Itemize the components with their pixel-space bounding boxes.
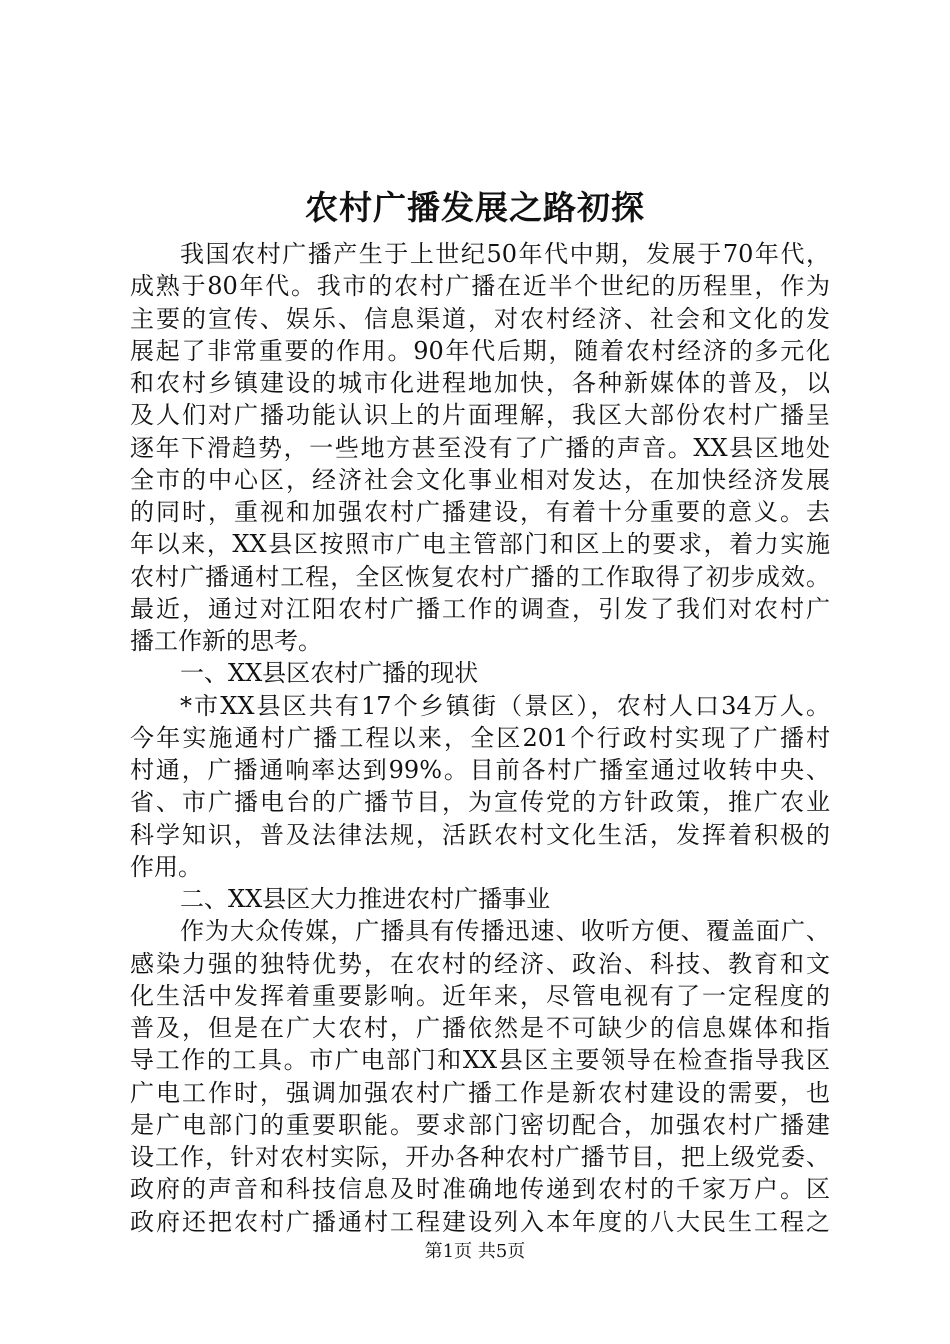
text-line: *市XX县区共有17个乡镇街（景区），农村人口34万人。 [180,691,830,720]
text-line: 科学知识，普及法律法规，活跃农村文化生活，发挥着积极的 [130,820,830,849]
text-line: 广电工作时，强调加强农村广播工作是新农村建设的需要，也 [130,1078,830,1107]
text-line: 普及，但是在广大农村，广播依然是不可缺少的信息媒体和指 [130,1014,830,1042]
page-number: 第1页 共5页 [424,1241,526,1262]
text-line: 农村广播通村工程，全区恢复农村广播的工作取得了初步成效。 [130,562,830,591]
section-heading: 二、XX县区大力推进农村广播事业 [180,885,551,913]
text-line: 感染力强的独特优势，在农村的经济、政治、科技、教育和文 [130,949,830,978]
text-line: 逐年下滑趋势，一些地方甚至没有了广播的声音。XX县区地处 [130,433,830,462]
text-line: 最近，通过对江阳农村广播工作的调查，引发了我们对农村广 [130,594,830,623]
text-line: 播工作新的思考。 [130,627,322,655]
text-line: 政府的声音和科技信息及时准确地传递到农村的千家万户。区 [130,1175,830,1204]
text-line: 展起了非常重要的作用。90年代后期，随着农村经济的多元化 [130,336,830,365]
text-line: 主要的宣传、娱乐、信息渠道，对农村经济、社会和文化的发 [130,304,830,333]
document-body [130,238,830,1238]
text-line: 和农村乡镇建设的城市化进程地加快，各种新媒体的普及，以 [130,369,830,397]
text-line: 导工作的工具。市广电部门和XX县区主要领导在检查指导我区 [130,1046,830,1075]
text-line: 我国农村广播产生于上世纪50年代中期，发展于70年代， [180,240,830,268]
text-line: 是广电部门的重要职能。要求部门密切配合，加强农村广播建 [130,1110,830,1139]
text-line: 今年实施通村广播工程以来，全区201个行政村实现了广播村 [130,723,830,752]
text-line: 及人们对广播功能认识上的片面理解，我区大部份农村广播呈 [130,401,830,430]
text-line: 的同时，重视和加强农村广播建设，有着十分重要的意义。去 [130,498,830,526]
text-line: 成熟于80年代。我市的农村广播在近半个世纪的历程里，作为 [130,272,830,301]
text-line: 省、市广播电台的广播节目，为宣传党的方针政策，推广农业 [130,788,830,817]
text-line: 政府还把农村广播通村工程建设列入本年度的八大民生工程之 [130,1207,830,1236]
text-line: 化生活中发挥着重要影响。近年来，尽管电视有了一定程度的 [130,981,830,1010]
text-line: 作为大众传媒，广播具有传播迅速、收听方便、覆盖面广、 [180,917,830,946]
text-line: 设工作，针对农村实际，开办各种农村广播节目，把上级党委、 [130,1143,830,1171]
text-line: 年以来，XX县区按照市广电主管部门和区上的要求，着力实施 [130,530,830,559]
text-line: 村通，广播通响率达到99%。目前各村广播室通过收转中央、 [130,756,830,784]
document-title: 农村广播发展之路初探 [305,188,645,227]
text-line: 作用。 [130,852,202,881]
text-line: 全市的中心区，经济社会文化事业相对发达，在加快经济发展 [130,465,830,494]
section-heading: 一、XX县区农村广播的现状 [180,659,479,688]
